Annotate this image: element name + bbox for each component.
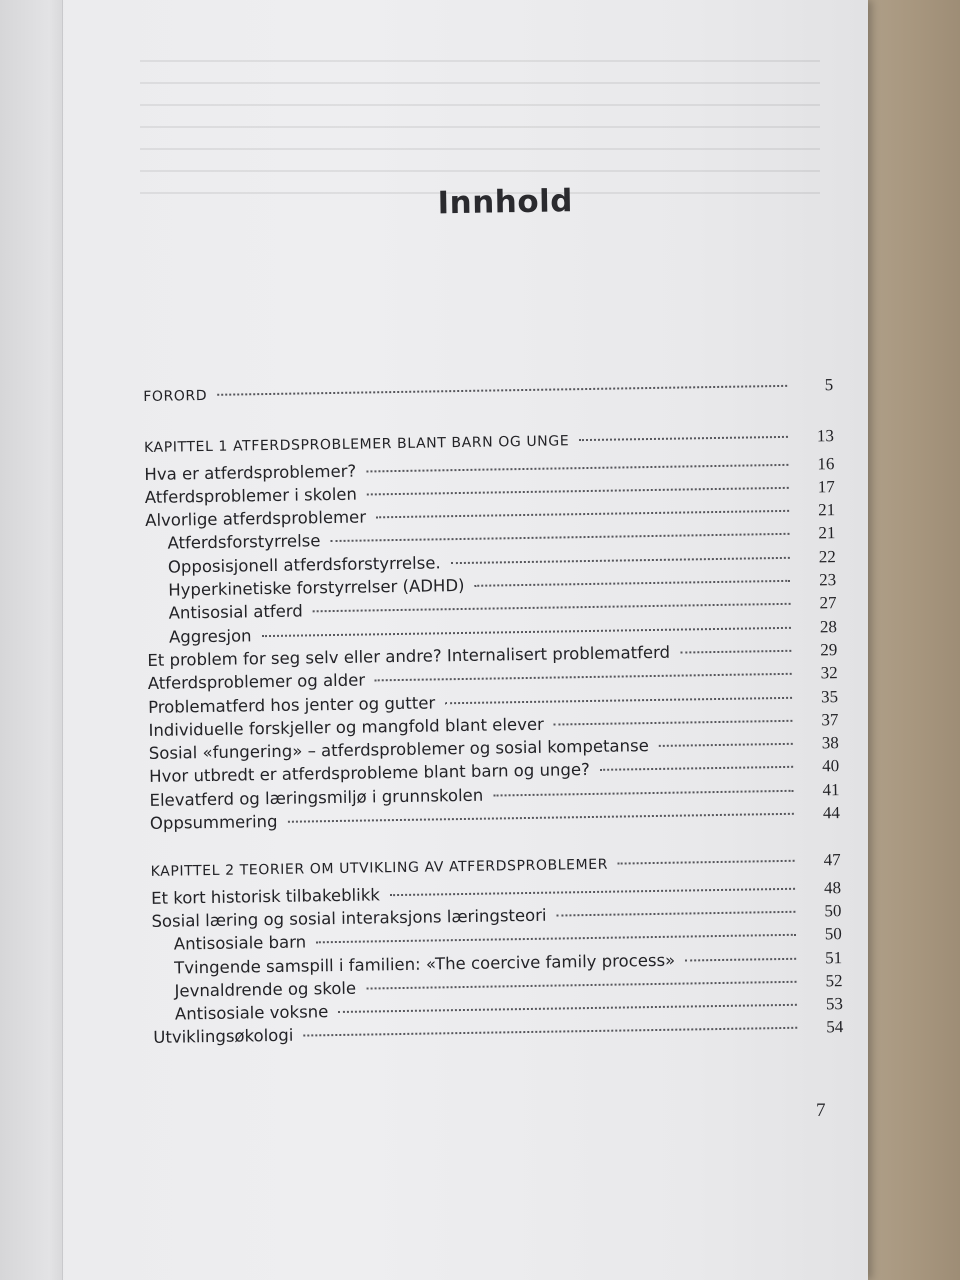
toc-label: KAPITTEL 2 TEORIER OM UTVIKLING AV ATFERDSPROBLEMER <box>150 857 609 881</box>
table-of-contents <box>140 179 844 1075</box>
dot-leader <box>493 790 793 797</box>
dot-leader <box>367 487 789 496</box>
dot-leader <box>618 860 795 865</box>
dot-leader <box>366 463 788 472</box>
toc-label: Et problem for seg selv eller andre? Internalisert problematferd <box>147 642 671 670</box>
toc-label: Oppsummering <box>149 811 278 833</box>
toc-label: Sosial «fungering» – atferdsproblemer og sosial kompetanse <box>148 736 649 764</box>
toc-label: Atferdsforstyrrelse <box>167 531 321 554</box>
toc-label: Alvorlige atferdsproblemer <box>145 507 367 531</box>
dot-leader <box>445 696 792 703</box>
toc-label: Antisosiale voksne <box>174 1002 329 1024</box>
dot-leader <box>303 1027 797 1037</box>
toc-page-number: 44 <box>822 803 841 823</box>
toc-page-number: 29 <box>820 640 838 660</box>
toc-page-number: 27 <box>819 593 837 613</box>
toc-page-number: 53 <box>825 994 844 1014</box>
dot-leader <box>330 533 789 542</box>
dot-leader <box>262 627 791 637</box>
toc-label: Hyperkinetiske forstyrrelser (ADHD) <box>168 576 465 600</box>
toc-page-number: 35 <box>820 686 839 706</box>
toc-label: Atferdsproblemer og alder <box>147 670 366 694</box>
toc-page-number: 47 <box>823 850 841 870</box>
toc-label: KAPITTEL 1 ATFERDSPROBLEMER BLANT BARN OG UNGE <box>143 433 570 457</box>
dot-leader <box>554 720 793 726</box>
dot-leader <box>338 1004 797 1013</box>
chapter-2 <box>151 850 844 1051</box>
toc-page-number: 21 <box>818 523 836 543</box>
dot-leader <box>376 510 789 518</box>
toc-entry-forord <box>143 375 833 409</box>
toc-page-number: 16 <box>817 453 835 473</box>
toc-page-number: 38 <box>821 733 839 753</box>
toc-page-number: 5 <box>824 375 834 395</box>
toc-label: Et kort historisk tilbakeblikk <box>150 884 381 908</box>
toc-label: Hva er atferdsproblemer? <box>144 461 357 484</box>
dot-leader <box>475 580 791 587</box>
toc-label: Sosial læring og sosial interaksjons læringsteori <box>151 905 547 931</box>
dot-leader <box>390 887 795 895</box>
dot-leader <box>366 981 796 990</box>
previous-page-edge <box>0 0 63 1280</box>
dot-leader <box>288 813 794 823</box>
dot-leader <box>375 673 792 682</box>
toc-label: Jevnaldrende og skole <box>174 978 357 1001</box>
show-through-text <box>140 60 820 200</box>
dot-leader <box>451 557 790 564</box>
chapter-1 <box>144 426 840 837</box>
toc-page-number: 13 <box>816 426 835 446</box>
dot-leader <box>680 650 791 654</box>
dot-leader <box>685 957 796 961</box>
toc-page-number: 41 <box>822 779 840 800</box>
toc-label: Opposisjonell atferdsforstyrrelse. <box>167 553 441 577</box>
toc-page-number: 54 <box>826 1017 844 1037</box>
dot-leader <box>313 603 791 613</box>
dot-leader <box>659 743 793 747</box>
toc-label: Individuelle forskjeller og mangfold blant elever <box>148 714 544 740</box>
dot-leader <box>600 766 793 771</box>
toc-label: Aggresjon <box>168 625 252 647</box>
toc-page-number: 40 <box>821 756 840 776</box>
toc-label: Utviklingsøkologi <box>153 1026 294 1048</box>
toc-page-number: 37 <box>821 709 839 730</box>
dot-leader <box>579 436 788 441</box>
toc-label: Hvor utbredt er atferdsprobleme blant barn og unge? <box>149 760 590 787</box>
page-title: Innhold <box>437 183 574 222</box>
toc-page-number: 28 <box>819 616 838 637</box>
toc-page-number: 50 <box>824 924 842 944</box>
dot-leader <box>217 385 787 396</box>
toc-label: Antisosiale barn <box>173 932 307 954</box>
toc-page-number: 52 <box>825 970 843 991</box>
toc-label: Antisosial atferd <box>168 601 303 623</box>
toc-page-number: 23 <box>819 570 837 590</box>
toc-label: Atferdsproblemer i skolen <box>144 484 358 507</box>
toc-page-number: 50 <box>824 901 842 921</box>
toc-page-number: 22 <box>818 546 836 567</box>
toc-label: Tvingende samspill i familien: «The coercive family process» <box>174 950 676 978</box>
toc-label: FORORD <box>143 387 208 405</box>
toc-page-number: 51 <box>824 947 843 967</box>
toc-page-number: 17 <box>817 477 835 497</box>
toc-page-number: 21 <box>817 500 836 520</box>
toc-label: Elevatferd og læringsmiljø i grunnskolen <box>149 785 484 810</box>
toc-page-number: 48 <box>823 877 842 897</box>
toc-page-number: 32 <box>820 663 838 683</box>
dot-leader <box>316 934 796 944</box>
page-number-folio: 7 <box>816 1100 826 1121</box>
toc-label: Problematferd hos jenter og gutter <box>147 692 436 717</box>
dot-leader <box>557 911 796 917</box>
